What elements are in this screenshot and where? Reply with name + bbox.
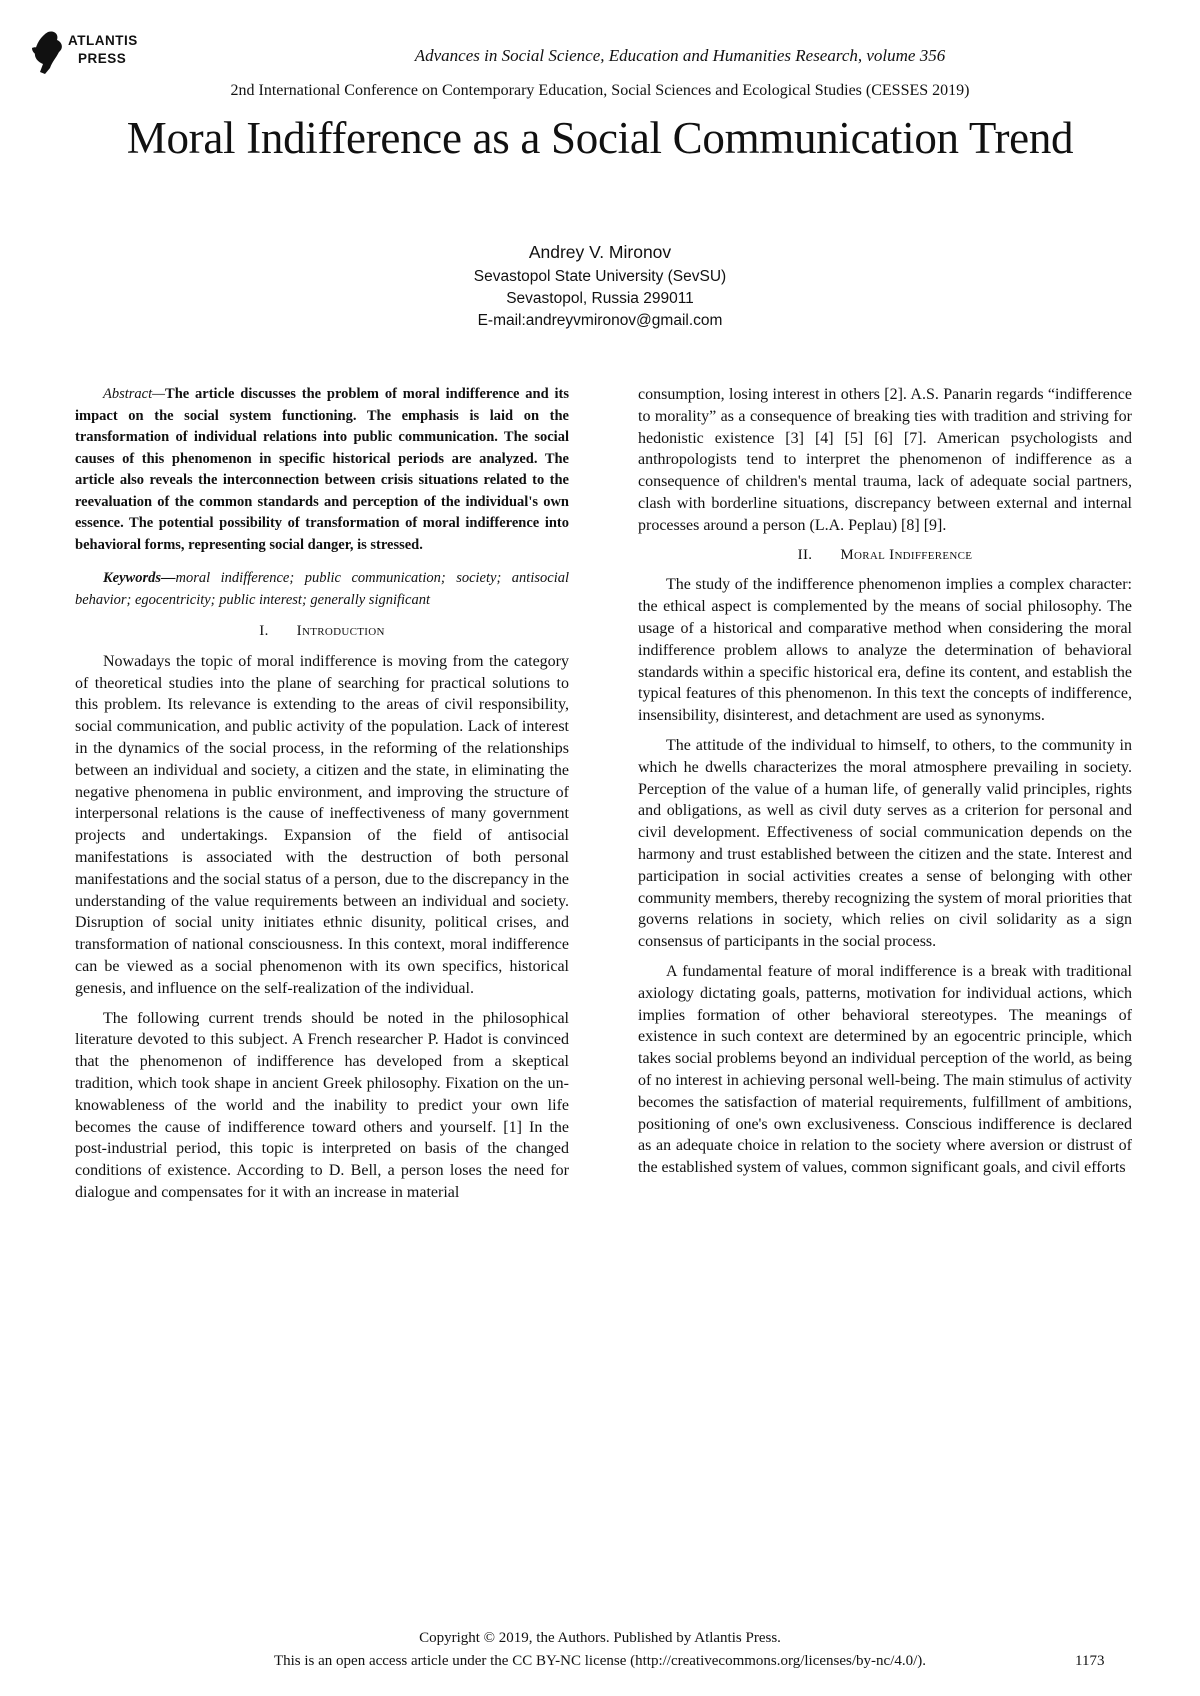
- keywords-label: Keywords—: [103, 570, 176, 586]
- author-location: Sevastopol, Russia 299011: [506, 290, 694, 307]
- keywords: [75, 568, 569, 611]
- copyright-notice: Copyright © 2019, the Authors. Published by Atlantis Press.: [419, 1630, 781, 1646]
- paragraph: Nowadays the topic of moral indifference is moving from the category of theoretical studies into the plane of searching for practical solutions to this problem. Its relevance is extending to the areas of civil responsibility, social communication, and public activity of the population. Lack of interest in the dynamics of the social process, in the reforming of the relationships between an individual and society, a citizen and the state, in eliminating the negative phenomena in public environment, and improving the structure of interpersonal relations is the cause of ineffectiveness of many government projects and undertakings. Expansion of the field of antisocial manifestations is associated with the destruction of both personal manifestations and the social status of a person, due to the discrepancy in the understanding of the value requirements between an individual and society. Disruption of social unity initiates ethnic disunity, political crises, and transformation of national consciousness. In this context, moral indifference can be viewed as a social phenomenon with its own specifics, historical genesis, and influence on the self-realization of the individual.: [75, 652, 569, 997]
- author-name: Andrey V. Mironov: [528, 242, 672, 262]
- left-column: [75, 384, 569, 1212]
- conference-name: 2nd International Conference on Contemporary Education, Social Sciences and Ecological Studies (CESSES 2019): [230, 82, 970, 99]
- paragraph-continued: consumption, losing interest in others [2]. A.S. Panarin regards “indifference to morality” as a consequence of breaking ties with tradition and striving for hedonistic existence [3] [4] [5] [6] [7]. American psychologists and anthropologists tend to interpret the phenomenon of indifference as a consequence of children's mental trauma, lack of adequate social partners, clash with borderline situations, discrepancy between external and internal processes around a person (L.A. Peplau) [8] [9].: [638, 386, 1132, 534]
- abstract-text: The article discusses the problem of moral indifference and its impact on the social system functioning. The emphasis is laid on the transformation of individual relations into public communication. The social causes of this phenomenon in specific historical periods are analyzed. The article also reveals the interconnection between crisis situations related to the reevaluation of the common standards and perception of the individual's own essence. The potential possibility of transformation of moral indifference into behavioral forms, representing social danger, is stressed.: [75, 386, 569, 553]
- section-heading: [638, 545, 1132, 567]
- section-number: II.: [797, 546, 813, 563]
- abstract: [75, 384, 569, 556]
- right-column: [638, 384, 1132, 1187]
- paper-title: Moral Indifference as a Social Communication Trend: [126, 113, 1074, 163]
- journal-title: Advances in Social Science, Education and Humanities Research, volume 356: [414, 46, 946, 65]
- page-number: 1173: [1075, 1653, 1105, 1669]
- section-title: Introduction: [296, 623, 385, 639]
- author-email: E-mail:andreyvmironov@gmail.com: [477, 312, 723, 329]
- section-title: Moral Indifference: [840, 546, 973, 563]
- license-notice: This is an open access article under the CC BY-NC license (http://creativecommons.org/licenses/by-nc/4.0/).: [273, 1653, 927, 1669]
- publisher-line2: PRESS: [78, 51, 127, 66]
- paragraph: The attitude of the individual to himself, to others, to the community in which he dwells characterizes the moral atmosphere prevailing in society. Perception of the value of a human life, of generally valid principles, rights and obligations, as well as civil duty serves as a criterion for personal and civil development. Effectiveness of social communication depends on the harmony and trust established between the citizen and the state. Interest and participation in social activities creates a sense of belonging with other community members, thereby recognizing the system of moral priorities that governs relations in society, which relies on civil solidarity as a sign consensus of participants in the social process.: [638, 736, 1132, 951]
- publisher-line1: ATLANTIS: [68, 33, 138, 48]
- author-affiliation: Sevastopol State University (SevSU): [473, 268, 727, 285]
- paragraph: The study of the indifference phenomenon implies a complex character: the ethical aspect is complemented by the means of social philosophy. The usage of a historical and comparative method when considering the moral indifference problem allows to analyze the determination of behavioral standards within a specific historical era, define its content, and establish the typical features of this phenomenon. In this text the concepts of indifference, insensibility, disinterest, and detachment are used as synonyms.: [638, 576, 1132, 725]
- abstract-label: Abstract—: [103, 386, 166, 402]
- keywords-text: moral indifference; public communication; society; antisocial behavior; egocentricity; public interest; generally significant: [75, 570, 569, 608]
- section-heading: [75, 621, 569, 643]
- paragraph: A fundamental feature of moral indifference is a break with traditional axiology dictating goals, patterns, motivation for individual actions, which implies formation of other behavioral stereotypes. The meanings of existence in such context are determined by an egocentric principle, which takes social problems beyond an individual perception of the world, as being of no interest in achieving personal well-being. The main stimulus of activity becomes the satisfaction of material requirements, fulfillment of ambitions, positioning of one's own exclusiveness. Conscious indifference is declared as an adequate choice in relation to the society where aversion or distrust of the established system of values, common significant goals, and civil efforts: [638, 962, 1132, 1177]
- paragraph: The following current trends should be noted in the philosophical literature devoted to this subject. A French researcher P. Hadot is convinced that the phenomenon of indifference has developed from a skeptical tradition, which took shape in ancient Greek philosophy. Fixation on the un-knowableness of the world and the inability to predict your own life becomes the cause of indifference toward others and yourself. [1] In the post-industrial period, this topic is interpreted on basis of the changed conditions of existence. According to D. Bell, a person loses the need for dialogue and compensates for it with an increase in material: [75, 1009, 569, 1201]
- section-number: I.: [259, 623, 269, 639]
- author-block: [0, 238, 1200, 332]
